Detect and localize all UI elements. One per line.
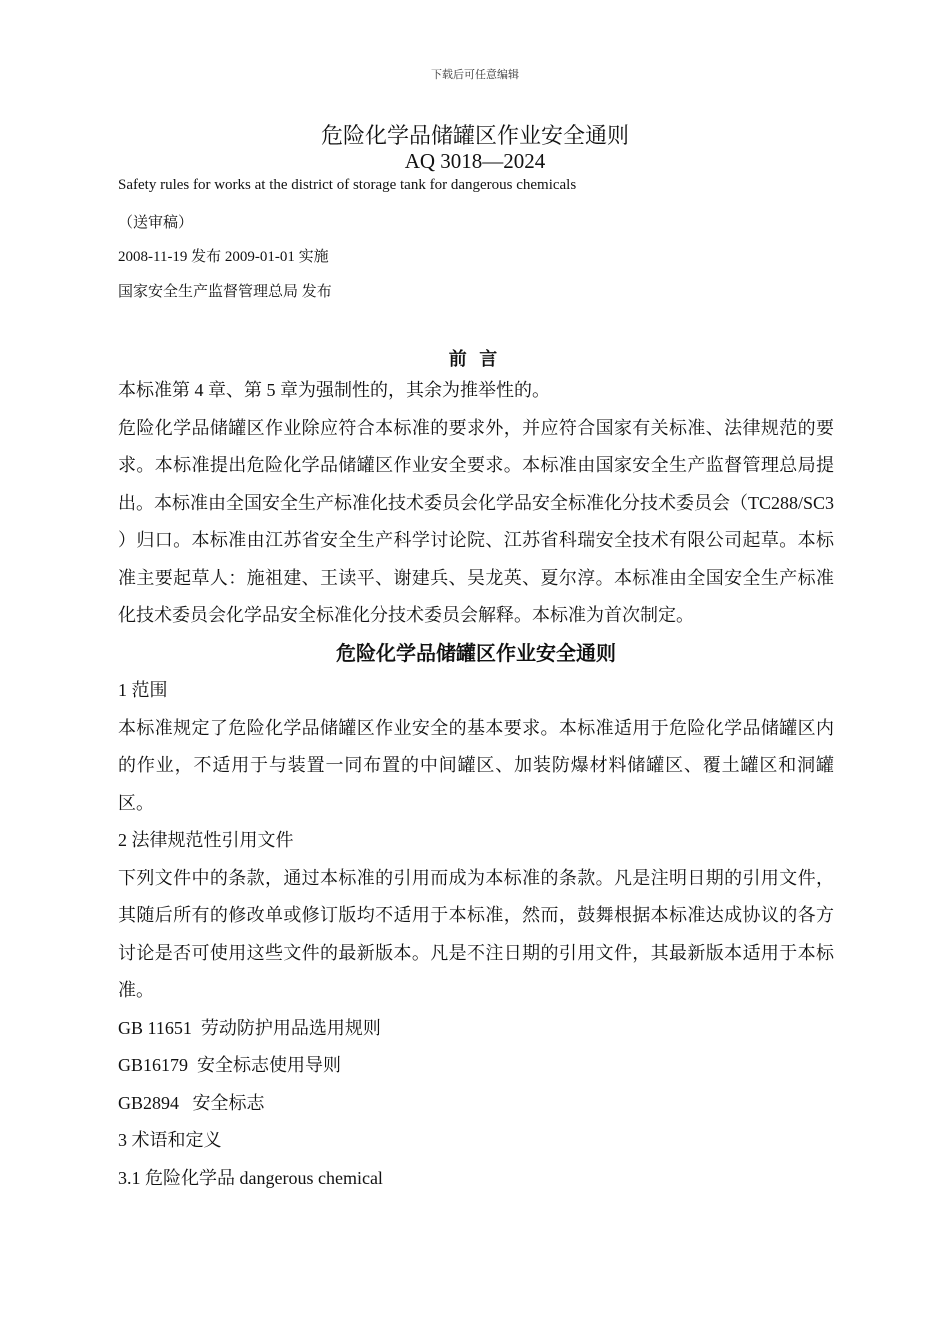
section-1-text: 本标准规定了危险化学品储罐区作业安全的基本要求。本标准适用于危险化学品储罐区内的作业，不适用于与装置一同布置的中间罐区、加装防爆材料储罐区、覆土罐区和洞罐区。 — [118, 717, 834, 813]
document-body — [118, 372, 834, 1197]
foreword-paragraph-2: 危险化学品储罐区作业除应符合本标准的要求外，并应符合国家有关标准、法律规范的要求。本标准提出危险化学品储罐区作业安全要求。本标准由国家安全生产监督管理总局提出。本标准由全国安全生产标准化技术委员会化学品安全标准化分技术委员会（TC288/SC3 ）归口。本标准由江苏省安全生产科学讨论院、江苏省科瑞安全技术有限公司起草。本标准主要起草人：施祖建、王读平、谢建兵、吴龙英、夏尔淳。本标准由全国安全生产标准化技术委员会化学品安全标准化分技术委员会解释。本标准为首次制定。 — [118, 417, 835, 625]
section-2-heading: 2 法律规范性引用文件 — [118, 830, 294, 850]
section-1-heading: 1 范围 — [118, 680, 168, 700]
header-note: 下载后可任意编辑 — [431, 69, 519, 81]
publisher: 国家安全生产监督管理总局 发布 — [118, 284, 332, 300]
reference-item: GB 11651 劳动防护用品选用规则 — [118, 1017, 381, 1038]
section-3-1-heading: 3.1 危险化学品 dangerous chemical — [118, 1167, 383, 1188]
section-3-heading: 3 术语和定义 — [118, 1130, 222, 1150]
publish-dates: 2008-11-19 发布 2009-01-01 实施 — [118, 249, 329, 265]
foreword-paragraph-1: 本标准第 4 章、第 5 章为强制性的，其余为推举性的。 — [118, 380, 550, 400]
draft-note: （送审稿） — [118, 215, 194, 231]
document-title: 危险化学品储罐区作业安全通则 — [320, 123, 629, 148]
section-2-text: 下列文件中的条款，通过本标准的引用而成为本标准的条款。凡是注明日期的引用文件，其随后所有的修改单或修订版均不适用于本标准，然而，鼓舞根据本标准达成协议的各方讨论是否可使用这些文件的最新版本。凡是不注日期的引用文件，其最新版本适用于本标准。 — [118, 867, 834, 1000]
foreword-heading: 前 言 — [448, 349, 502, 369]
english-title: Safety rules for works at the district of storage tank for dangerous chemicals — [118, 177, 577, 193]
main-heading: 危险化学品储罐区作业安全通则 — [336, 640, 616, 665]
standard-code: AQ 3018—2024 — [404, 149, 546, 173]
reference-item: GB16179 安全标志使用导则 — [118, 1055, 342, 1075]
reference-item: GB2894 安全标志 — [118, 1092, 265, 1113]
